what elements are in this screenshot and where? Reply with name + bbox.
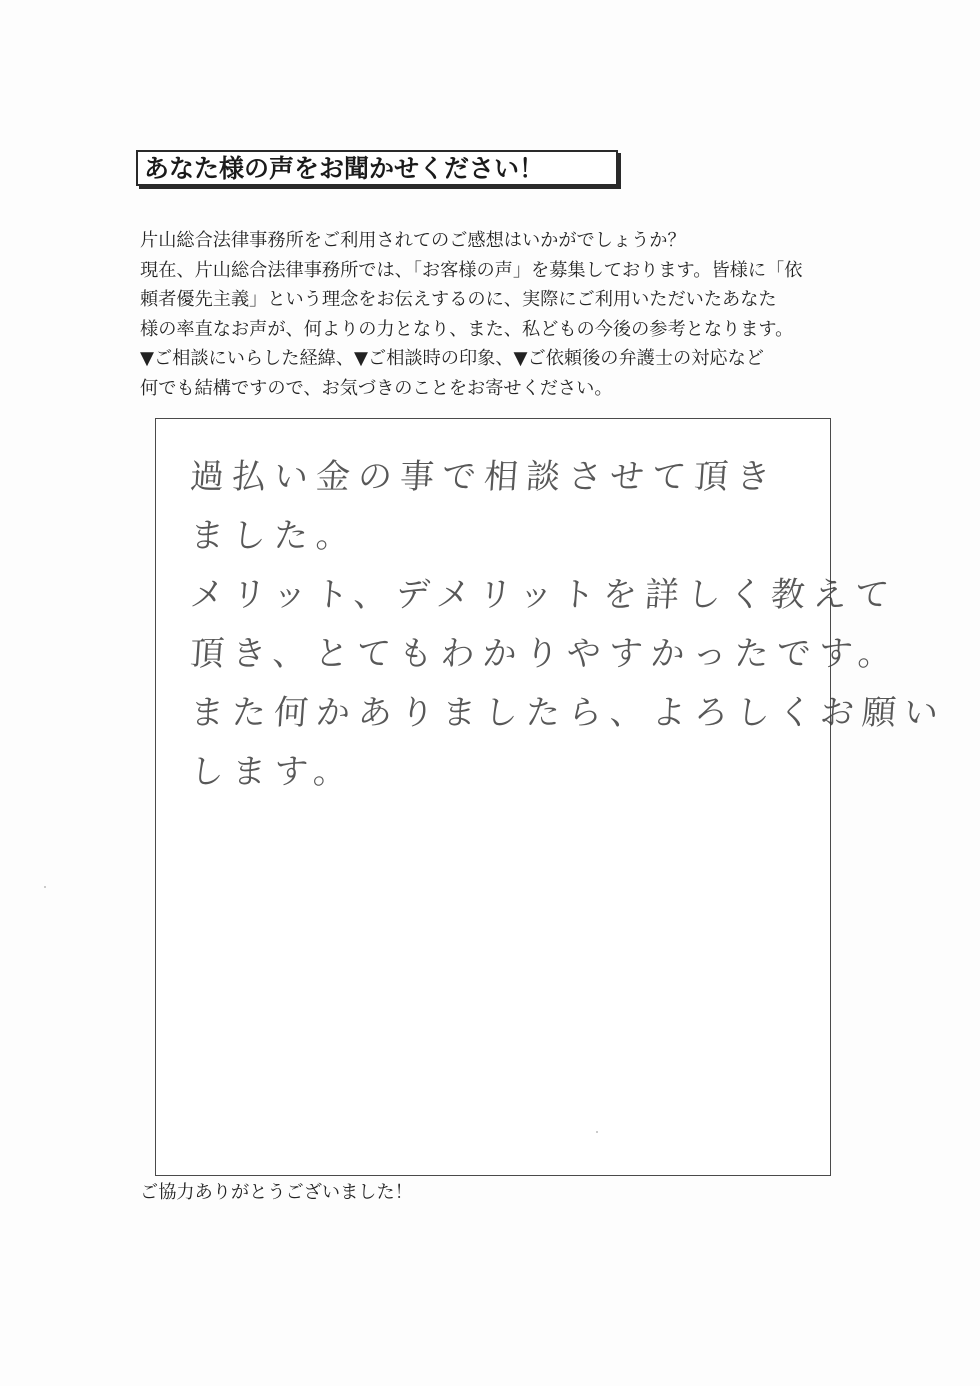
handwritten-line: また何かありましたら、よろしくお願い bbox=[188, 693, 948, 733]
title-box bbox=[136, 150, 618, 186]
intro-line: 片山総合法律事務所をご利用されてのご感想はいかがでしょうか？ bbox=[140, 230, 686, 251]
page-title: あなた様の声をお聞かせください！ bbox=[144, 153, 545, 183]
intro-line: 様の率直なお声が、何よりの力となり、また、私どもの今後の参考となります。 bbox=[140, 318, 794, 340]
scan-speck bbox=[44, 886, 46, 888]
handwritten-line: 頂き、とてもわかりやすかったです。 bbox=[188, 634, 902, 674]
intro-paragraph bbox=[140, 226, 840, 404]
thanks-note: ご協力ありがとうございました！ bbox=[140, 1182, 413, 1203]
intro-line: 頼者優先主義」という理念をお伝えするのに、実際にご利用いただいたあなた bbox=[140, 289, 777, 311]
handwritten-line: ました。 bbox=[188, 516, 360, 556]
handwritten-line: 過払い金の事で相談させて頂き bbox=[188, 457, 780, 497]
intro-line: 現在、片山総合法律事務所では、「お客様の声」を募集しております。皆様に「依 bbox=[140, 259, 803, 281]
intro-line: 何でも結構ですので、お気づきのことをお寄せください。 bbox=[140, 377, 613, 399]
handwritten-answer bbox=[188, 448, 948, 802]
scan-speck bbox=[596, 1131, 598, 1133]
intro-line: ▼ご相談にいらした経緯、▼ご相談時の印象、▼ご依頼後の弁護士の対応など bbox=[140, 348, 764, 370]
handwritten-line: メリット、デメリットを詳しく教えて bbox=[188, 575, 899, 615]
handwritten-line: します。 bbox=[188, 752, 357, 792]
